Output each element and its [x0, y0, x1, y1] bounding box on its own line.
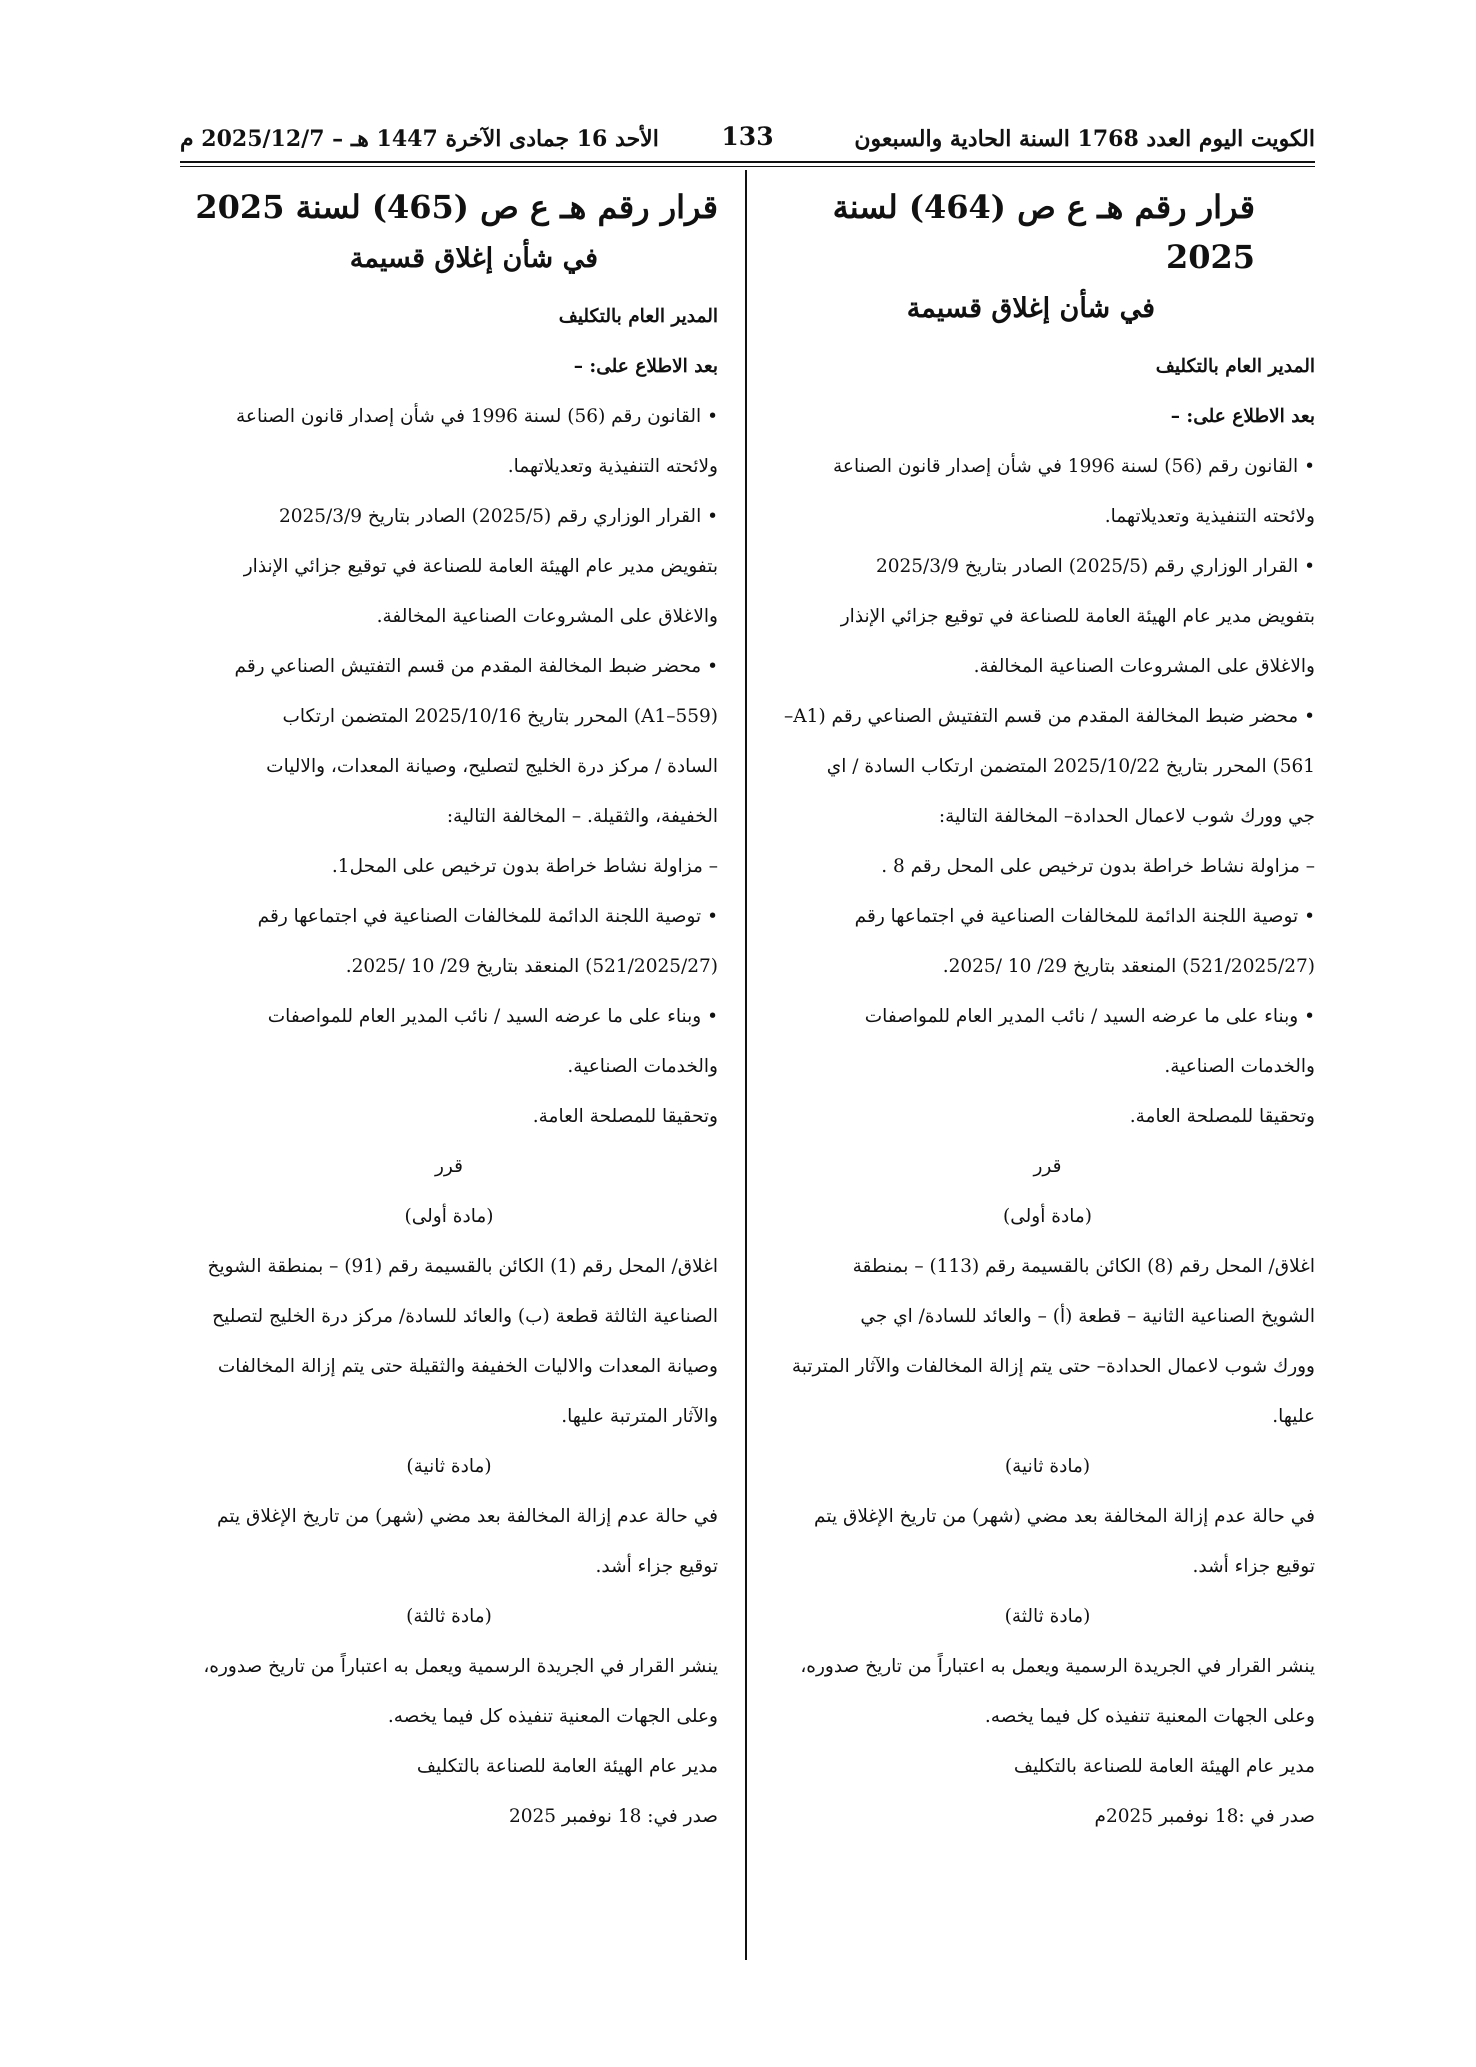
recital-line: السادة / مركز درة الخليج لتصليح، وصيانة المعدات، والاليات [266, 756, 718, 777]
recital-line: ولائحته التنفيذية وتعديلاتهما. [1104, 506, 1315, 527]
decision-465-column [180, 172, 718, 1842]
violation-line: – مزاولة نشاط خراطة بدون ترخيص على المحل رقم 8 . [881, 856, 1315, 877]
issue-date-line: صدر في: 18 نوفمبر 2025 [508, 1806, 718, 1827]
issuer: المدير العام بالتكليف [1155, 356, 1315, 377]
issue-date-line: صدر في :18 نوفمبر 2025م [1094, 1806, 1315, 1827]
recital-line: ولائحته التنفيذية وتعديلاتهما. [507, 456, 718, 477]
public-interest: وتحقيقا للمصلحة العامة. [1129, 1106, 1315, 1127]
preamble: بعد الاطلاع على: – [1170, 406, 1315, 427]
recital-line: • توصية اللجنة الدائمة للمخالفات الصناعية في اجتماعها رقم [854, 906, 1315, 927]
article-2-title: (مادة ثانية) [406, 1456, 492, 1477]
article-line: اغلاق/ المحل رقم (1) الكائن بالقسيمة رقم (91) – بمنطقة الشويخ [207, 1256, 718, 1277]
article-line: في حالة عدم إزالة المخالفة بعد مضي (شهر) من تاريخ الإغلاق يتم [217, 1506, 718, 1527]
decision-464-column [780, 172, 1315, 1842]
article-line: الشويخ الصناعية الثانية – قطعة (أ) – والعائد للسادة/ اي جي [860, 1306, 1315, 1327]
public-interest: وتحقيقا للمصلحة العامة. [532, 1106, 718, 1127]
article-line: في حالة عدم إزالة المخالفة بعد مضي (شهر) من تاريخ الإغلاق يتم [814, 1506, 1315, 1527]
recital-line: • وبناء على ما عرضه السيد / نائب المدير العام للمواصفات [864, 1006, 1315, 1027]
recital-line: والخدمات الصناعية. [567, 1056, 718, 1077]
recital-line: • القرار الوزاري رقم (2025/5) الصادر بتاريخ 2025/3/9 [875, 556, 1315, 577]
page-header [180, 118, 1315, 158]
recital-line: 561) المحرر بتاريخ 2025/10/22 المتضمن ارتكاب السادة / اي [826, 756, 1315, 777]
article-line: وعلى الجهات المعنية تنفيذه كل فيما يخصه. [984, 1706, 1315, 1727]
decision-title: قرار رقم هـ ع ص (464) لسنة 2025 [832, 188, 1255, 276]
article-line: وعلى الجهات المعنية تنفيذه كل فيما يخصه. [387, 1706, 718, 1727]
article-line: اغلاق/ المحل رقم (8) الكائن بالقسيمة رقم (113) – بمنطقة [852, 1256, 1315, 1277]
article-3-title: (مادة ثالثة) [1004, 1606, 1091, 1627]
decision-subtitle: في شأن إغلاق قسيمة [349, 243, 598, 274]
preamble: بعد الاطلاع على: – [573, 356, 718, 377]
article-line: وصيانة المعدات والاليات الخفيفة والثقيلة حتى يتم إزالة المخالفات [217, 1356, 718, 1377]
recital-line: بتفويض مدير عام الهيئة العامة للصناعة في توقيع جزائي الإنذار [840, 606, 1315, 627]
recital-line: • وبناء على ما عرضه السيد / نائب المدير العام للمواصفات [267, 1006, 718, 1027]
recital-line: • القانون رقم (56) لسنة 1996 في شأن إصدار قانون الصناعة [236, 406, 718, 427]
recital-line: والخدمات الصناعية. [1164, 1056, 1315, 1077]
recital-line: • توصية اللجنة الدائمة للمخالفات الصناعية في اجتماعها رقم [257, 906, 718, 927]
article-line: وورك شوب لاعمال الحدادة– حتى يتم إزالة المخالفات والآثار المترتبة [791, 1356, 1315, 1377]
decision-title: قرار رقم هـ ع ص (465) لسنة 2025 [195, 188, 718, 226]
recital-line: (521/2025/27) المنعقد بتاريخ 29/ 10 /2025. [942, 956, 1315, 977]
decided-heading: قرر [435, 1156, 463, 1177]
article-3-title: (مادة ثالثة) [406, 1606, 492, 1627]
issue-info: الكويت اليوم العدد 1768 السنة الحادية والسبعون [854, 126, 1315, 152]
signature-line: مدير عام الهيئة العامة للصناعة بالتكليف [416, 1756, 718, 1777]
recital-line: (521/2025/27) المنعقد بتاريخ 29/ 10 /2025. [345, 956, 718, 977]
issue-date: الأحد 16 جمادى الآخرة 1447 هـ – 2025/12/7 م [180, 126, 659, 152]
recital-line: • محضر ضبط المخالفة المقدم من قسم التفتيش الصناعي رقم (A1– [784, 706, 1315, 727]
header-rule-thin [180, 166, 1315, 167]
column-divider [745, 170, 747, 1960]
recital-line: • محضر ضبط المخالفة المقدم من قسم التفتيش الصناعي رقم [234, 656, 718, 677]
violation-line: – مزاولة نشاط خراطة بدون ترخيص على المحل1. [331, 856, 718, 877]
signature-line: مدير عام الهيئة العامة للصناعة بالتكليف [1013, 1756, 1315, 1777]
recital-line: والاغلاق على المشروعات الصناعية المخالفة. [973, 656, 1315, 677]
article-line: توقيع جزاء أشد. [1192, 1556, 1315, 1577]
article-line: والآثار المترتبة عليها. [561, 1406, 718, 1427]
recital-line: جي وورك شوب لاعمال الحدادة– المخالفة التالية: [938, 806, 1315, 827]
article-line: توقيع جزاء أشد. [595, 1556, 718, 1577]
recital-line: الخفيفة، والثقيلة. – المخالفة التالية: [446, 806, 718, 827]
article-line: ينشر القرار في الجريدة الرسمية ويعمل به اعتباراً من تاريخ صدوره، [203, 1656, 718, 1677]
recital-line: • القرار الوزاري رقم (2025/5) الصادر بتاريخ 2025/3/9 [278, 506, 718, 527]
issuer: المدير العام بالتكليف [558, 306, 718, 327]
decision-subtitle: في شأن إغلاق قسيمة [906, 293, 1155, 324]
article-line: ينشر القرار في الجريدة الرسمية ويعمل به اعتباراً من تاريخ صدوره، [800, 1656, 1315, 1677]
recital-line: (A1–559) المحرر بتاريخ 2025/10/16 المتضمن ارتكاب [282, 706, 718, 727]
article-line: عليها. [1272, 1406, 1315, 1427]
article-2-title: (مادة ثانية) [1004, 1456, 1091, 1477]
page-number: 133 [721, 122, 774, 151]
header-rule [180, 161, 1315, 163]
article-1-title: (مادة أولى) [404, 1206, 494, 1227]
recital-line: والاغلاق على المشروعات الصناعية المخالفة. [376, 606, 718, 627]
article-line: الصناعية الثالثة قطعة (ب) والعائد للسادة/ مركز درة الخليج لتصليح [212, 1306, 718, 1327]
recital-line: • القانون رقم (56) لسنة 1996 في شأن إصدار قانون الصناعة [833, 456, 1315, 477]
article-1-title: (مادة أولى) [1003, 1206, 1092, 1227]
decided-heading: قرر [1033, 1156, 1062, 1177]
recital-line: بتفويض مدير عام الهيئة العامة للصناعة في توقيع جزائي الإنذار [243, 556, 718, 577]
